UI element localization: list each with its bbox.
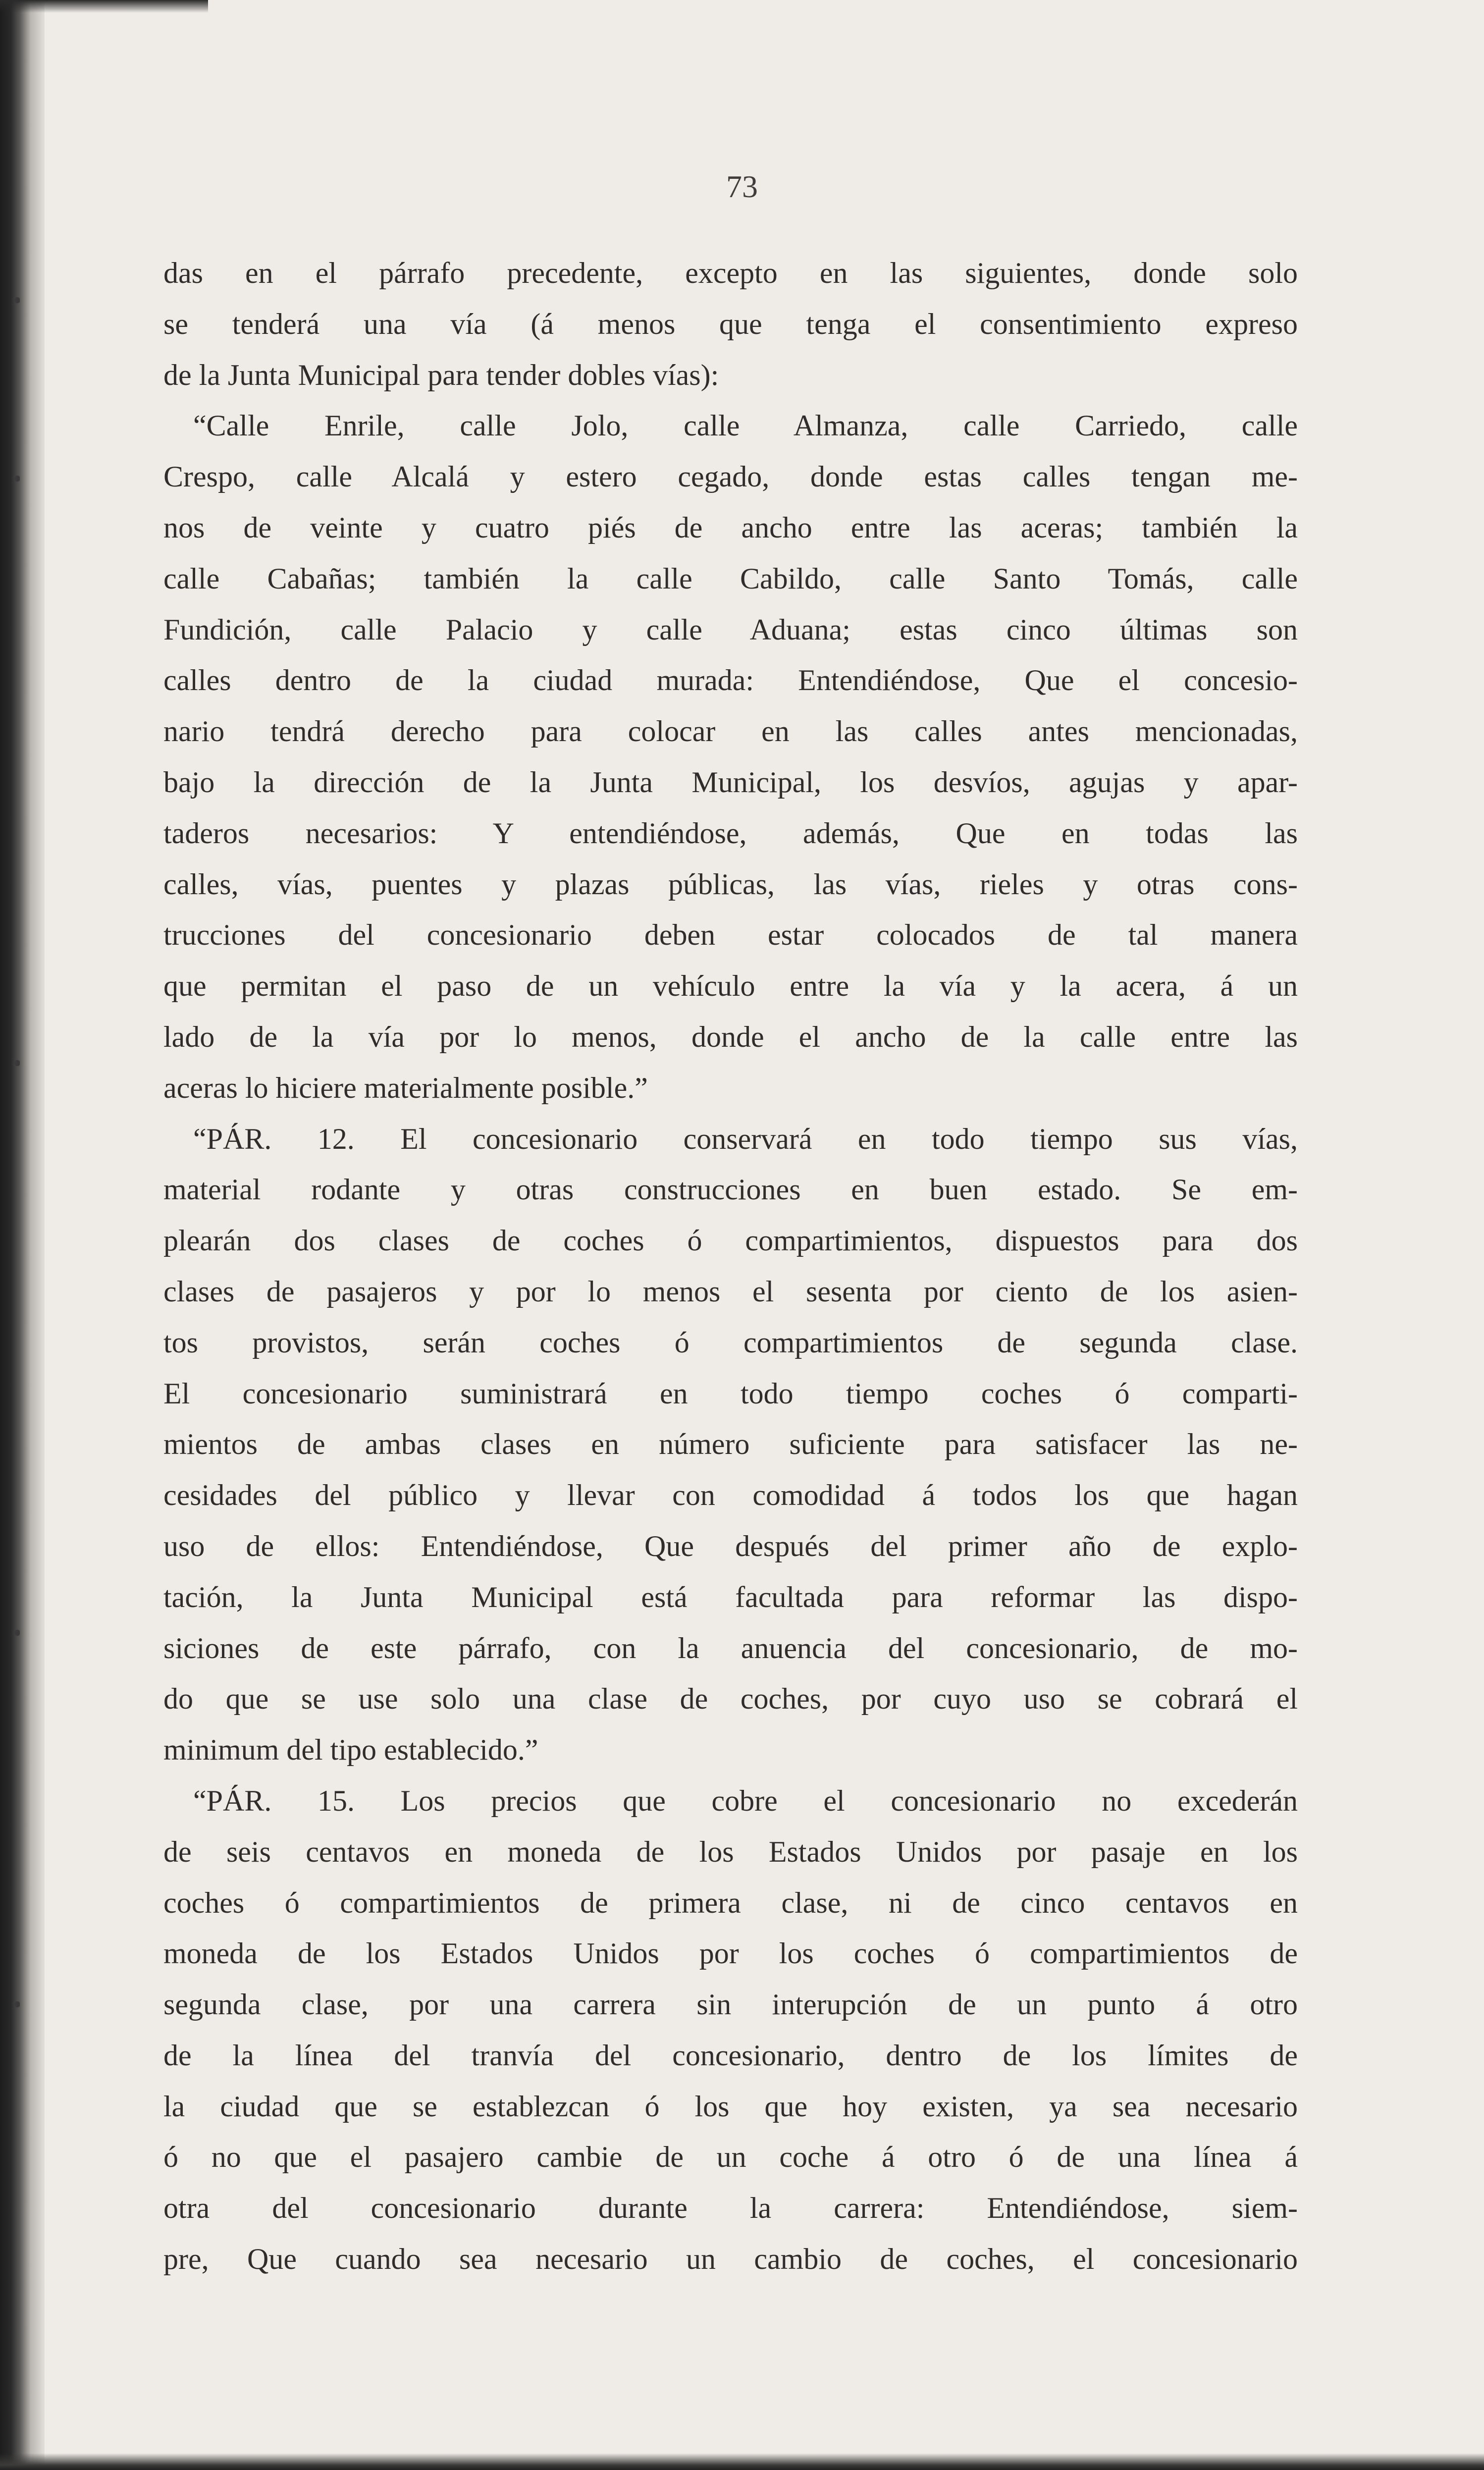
text-line: minimum del tipo establecido.” [163,1733,538,1767]
text-line: plearán dos clases de coches ó compartimientos, dispuestos para dos [163,1224,1298,1257]
text-line: cesidades del público y llevar con comodidad á todos los que hagan [163,1479,1298,1512]
body-text [163,248,1298,2285]
text-line: calles, vías, puentes y plazas públicas, las vías, rieles y otras cons- [163,867,1298,901]
margin-mark [15,297,20,303]
text-line: lado de la vía por lo menos, donde el ancho de la calle entre las [163,1020,1298,1053]
text-line: siciones de este párrafo, con la anuencia del concesionario, de mo- [163,1631,1298,1665]
text-line: “PÁR. 15. Los precios que cobre el concesionario no excederán [193,1784,1298,1817]
text-line: “PÁR. 12. El concesionario conservará en todo tiempo sus vías, [193,1122,1298,1155]
text-line: El concesionario suministrará en todo tiempo coches ó comparti- [163,1377,1298,1410]
text-line: nos de veinte y cuatro piés de ancho entre las aceras; también la [163,511,1298,544]
text-line: la ciudad que se establezcan ó los que hoy existen, ya sea necesario [163,2090,1298,2123]
text-line: uso de ellos: Entendiéndose, Que después del primer año de explo- [163,1529,1298,1562]
text-line: nario tendrá derecho para colocar en las calles antes mencionadas, [163,715,1298,748]
text-line: de la línea del tranvía del concesionario, dentro de los límites de [163,2039,1298,2072]
text-line: bajo la dirección de la Junta Municipal, los desvíos, agujas y apar- [163,765,1298,799]
text-line: otra del concesionario durante la carrera: Entendiéndose, siem- [163,2192,1298,2225]
text-line: material rodante y otras construcciones en buen estado. Se em- [163,1173,1298,1206]
text-line: moneda de los Estados Unidos por los coches ó compartimientos de [163,1937,1298,1970]
margin-mark [15,476,20,482]
text-line: calles dentro de la ciudad murada: Entendiéndose, Que el concesio- [163,664,1298,697]
text-line: Crespo, calle Alcalá y estero cegado, donde estas calles tengan me- [163,460,1298,493]
top-edge-shadow [0,0,208,13]
text-line: coches ó compartimientos de primera clase, ni de cinco centavos en [163,1886,1298,1919]
text-line: de seis centavos en moneda de los Estados Unidos por pasaje en los [163,1835,1298,1868]
text-line: de la Junta Municipal para tender dobles vías): [163,358,719,391]
text-line: das en el párrafo precedente, excepto en las siguientes, donde solo [163,257,1298,289]
margin-mark [15,2001,20,2007]
text-line: pre, Que cuando sea necesario un cambio de coches, el concesionario [163,2243,1298,2276]
text-line: trucciones del concesionario deben estar colocados de tal manera [163,918,1298,952]
text-line: Fundición, calle Palacio y calle Aduana; estas cinco últimas son [163,613,1298,646]
text-line: clases de pasajeros y por lo menos el sesenta por ciento de los asien- [163,1275,1298,1308]
text-line: mientos de ambas clases en número suficiente para satisfacer las ne- [163,1428,1298,1461]
margin-mark [15,1060,20,1066]
text-line: calle Cabañas; también la calle Cabildo, calle Santo Tomás, calle [163,562,1298,595]
text-line: se tenderá una vía (á menos que tenga el consentimiento expreso [163,307,1298,340]
text-line: segunda clase, por una carrera sin interupción de un punto á otro [163,1988,1298,2021]
text-line: tación, la Junta Municipal está facultada para reformar las dispo- [163,1580,1298,1613]
text-line: ó no que el pasajero cambie de un coche á otro ó de una línea á [163,2141,1298,2174]
page-number: 73 [726,169,758,204]
text-line: aceras lo hiciere materialmente posible.” [163,1071,648,1104]
binding-edge-shadow [0,0,45,2470]
text-line: do que se use solo una clase de coches, por cuyo uso se cobrará el [163,1682,1298,1716]
bottom-edge-shadow [0,2453,1484,2470]
text-line: tos provistos, serán coches ó compartimientos de segunda clase. [163,1326,1298,1359]
text-line: “Calle Enrile, calle Jolo, calle Almanza, calle Carriedo, calle [193,409,1298,442]
margin-mark [15,1630,20,1636]
text-line: taderos necesarios: Y entendiéndose, además, Que en todas las [163,816,1298,850]
text-line: que permitan el paso de un vehículo entre la vía y la acera, á un [163,969,1298,1003]
